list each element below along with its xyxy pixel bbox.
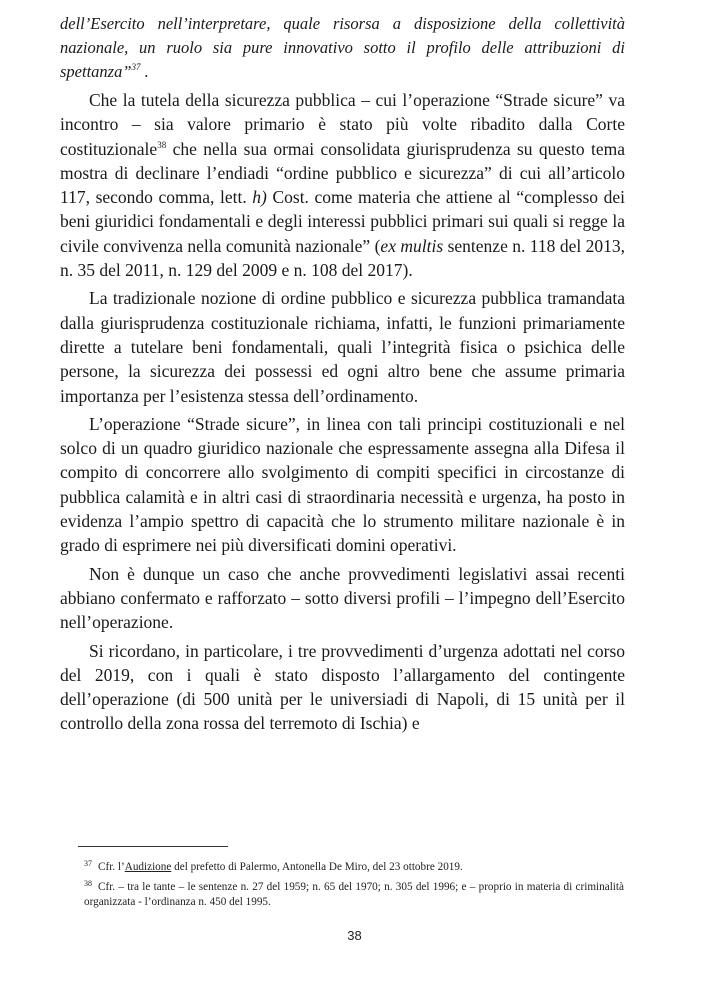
footnote-37: $^{37}$ Cfr. l’Audizione del prefetto di Palermo, Antonella De Miro, del 23 ottobre 2019. [84, 859, 463, 873]
audizione-link[interactable]: Audizione [124, 861, 172, 873]
paragraph-4: Non è dunque un caso che anche provvedimenti legislativi assai recenti abbiano confermato e rafforzato – sotto diversi profili – l’impegno dell’Esercito nell’operazione. [60, 563, 625, 633]
paragraph-2: La tradizionale nozione di ordine pubblico e sicurezza pubblica tramandata dalla giurisprudenza costituzionale richiama, infatti, le funzioni primariamente dirette a tutelare beni fondamentali, quali l’integrità fisica o psichica delle persone, la sicurezza dei possessi ed ogni altro bene che assume primaria importanza per l’esistenza stessa dell’ordinamento. [60, 288, 625, 406]
footnote-divider [78, 846, 228, 847]
paragraph-5: Si ricordano, in particolare, i tre provvedimenti d’urgenza adottati nel corso del 2019, con i quali è stato disposto l’allargamento del contingente dell’operazione (di 500 unità per le universiadi di Napoli, di 15 unità per il controllo della zona rossa del terremoto di Ischia) e [60, 640, 625, 734]
footnote-ref-38[interactable]: 38 [157, 139, 167, 150]
document-body [60, 12, 625, 736]
footnote-ref-37[interactable]: 37 [131, 62, 141, 72]
footnotes [84, 856, 624, 911]
page-number: 38 [347, 928, 362, 943]
footnote-38: $^{38}$ Cfr. – tra le tante – le sentenze n. 27 del 1959; n. 65 del 1970; n. 305 del 1996; e – proprio in materia di criminalità organizzata - l’ordinanza n. 450 del 1995. [84, 879, 624, 908]
paragraph-1: Che la tutela della sicurezza pubblica – cui l’operazione “Strade sicure” va incontro – sia valore primario è stato più volte ribadito dalla Corte costituzionale$^{38}$ che nella sua ormai consolidata giurisprudenza su questo tema mostra di declinare l’endiadi “ordine pubblico e sicurezza” di cui all’articolo 117, secondo comma, lett. h) Cost. come materia che attiene al “complesso dei beni giuridici fondamentali e degli interessi pubblici primari sui quali si regge la civile convivenza nella comunità nazionale” (ex multis sentenze n. 118 del 2013, n. 35 del 2011, n. 129 del 2009 e n. 108 del 2017). [60, 90, 625, 281]
quote-continuation: dell’Esercito nell’interpretare, quale risorsa a disposizione della collettività nazionale, un ruolo sia pure innovativo sotto il profilo delle attribuzioni di spettanza”$^{37}$ . [60, 14, 625, 81]
paragraph-3: L’operazione “Strade sicure”, in linea con tali principi costituzionali e nel solco di un quadro giuridico nazionale che espressamente assegna alla Difesa il compito di concorrere allo svolgimento di compiti specifici in circostanze di pubblica calamità e in altri casi di straordinaria necessità e urgenza, ha posto in evidenza l’ampio spettro di capacità che lo strumento militare nazionale è in grado di esprimere nei più diversificati domini operativi. [60, 413, 625, 556]
